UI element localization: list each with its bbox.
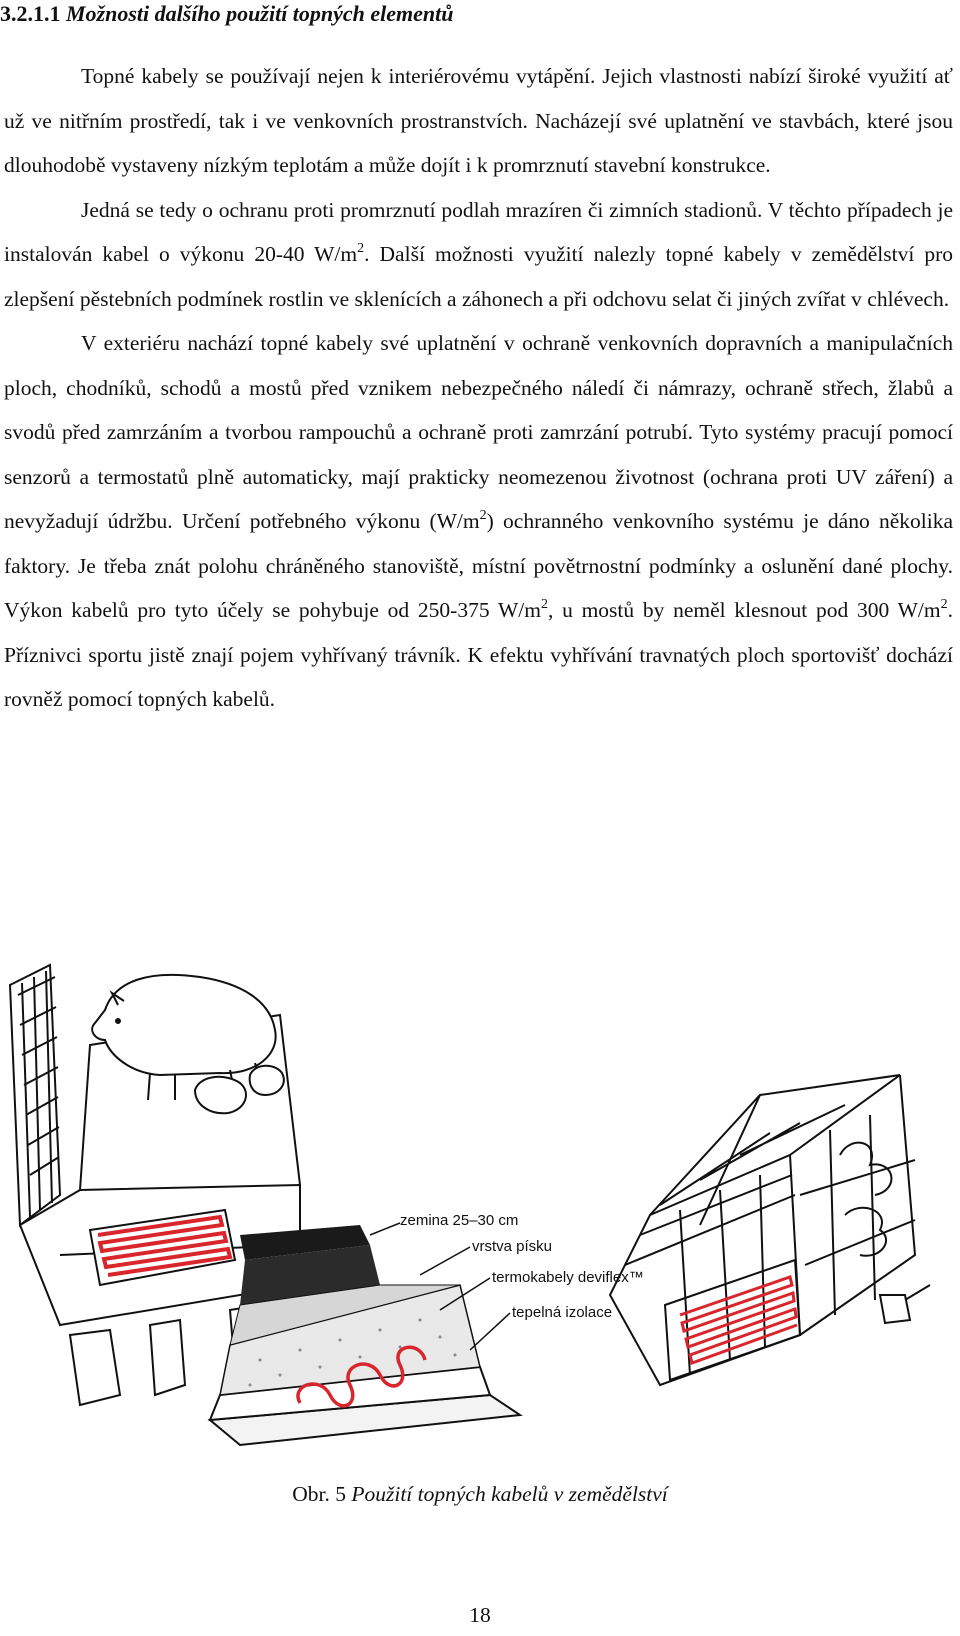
figure-heating-cables	[0, 955, 960, 1500]
label-cable: termokabely deviflex™	[492, 1269, 644, 1286]
paragraph-2-text-a: Jedná se tedy o ochranu proti promrznutí podlah mrazíren či zimních stadionů. V těchto případech je instalován kabel o výkonu 20-40 W/m	[4, 197, 953, 266]
paragraph-2	[4, 188, 953, 322]
page-number: 18	[469, 1603, 491, 1627]
label-sand: vrstva písku	[472, 1238, 553, 1255]
figure-illustration	[0, 955, 960, 1500]
section-number: 3.2.1.1	[0, 1, 61, 26]
body-text	[4, 54, 953, 722]
section-heading	[0, 0, 960, 28]
superscript: 2	[479, 508, 487, 523]
figure-caption	[0, 1480, 960, 1508]
greenhouse-heating-cables	[680, 1277, 797, 1363]
label-insulation: tepelná izolace	[512, 1304, 613, 1321]
paragraph-3-text-c: , u mostů by neměl klesnout pod 300 W/m	[547, 598, 941, 622]
greenhouse-illustration	[610, 1075, 930, 1385]
paragraph-3-text-b: ) ochranného venkovního systému je dáno několika faktory. Je třeba znát polohu chráněného stanoviště, místní povětrnostní podmínky a oslunění dané plochy. Výkon kabelů pro tyto účely se pohybuje od 250-375 W/m	[4, 509, 953, 622]
paragraph-2-text-b: . Další možnosti využití nalezly topné kabely v zemědělství pro zlepšení pěstebních podmínek rostlin ve sklenících a záhonech a při odchovu selat či jiných zvířat v chlévech.	[4, 242, 953, 311]
section-title: Možnosti dalšího použití topných elementů	[66, 1, 454, 26]
paragraph-3	[4, 321, 953, 722]
superscript: 2	[940, 597, 948, 612]
caption-prefix: Obr. 5	[292, 1482, 352, 1506]
superscript: 2	[540, 597, 548, 612]
caption-title: Použití topných kabelů v zemědělství	[351, 1482, 668, 1506]
layer-cross-section	[210, 1223, 520, 1445]
superscript: 2	[357, 241, 365, 256]
pig-pen-heating-pad	[90, 1210, 235, 1285]
paragraph-1: Topné kabely se používají nejen k interiérovému vytápění. Jejich vlastnosti nabízí široké využití ať už ve nitřním prostředí, tak i ve venkovních prostranstvích. Nacházejí své uplatnění ve stavbách, které jsou dlouhodobě vystaveny nízkým teplotám a může dojít i k promrznutí stavební konstrukce.	[4, 64, 953, 177]
paragraph-3-text-a: V exteriéru nachází topné kabely své uplatnění v ochraně venkovních dopravních a manipulačních ploch, chodníků, schodů a mostů před vznikem nebezpečného náledí či námrazy, ochraně střech, žlabů a svodů před zamrzáním a tvorbou rampouchů a ochraně proti zamrzání potrubí. Tyto systémy pracují pomocí senzorů a termostatů plně automaticky, mají prakticky neomezenou životnost (ochrana proti UV záření) a nevyžadují údržbu. Určení potřebného výkonu (W/m	[4, 331, 953, 533]
label-soil: zemina 25–30 cm	[400, 1212, 519, 1229]
paragraph-3-text-d: . Příznivci sportu jistě znají pojem vyhřívaný trávník. K efektu vyhřívání travnatých ploch sportovišť dochází rovněž pomocí topných kabelů.	[4, 598, 953, 711]
